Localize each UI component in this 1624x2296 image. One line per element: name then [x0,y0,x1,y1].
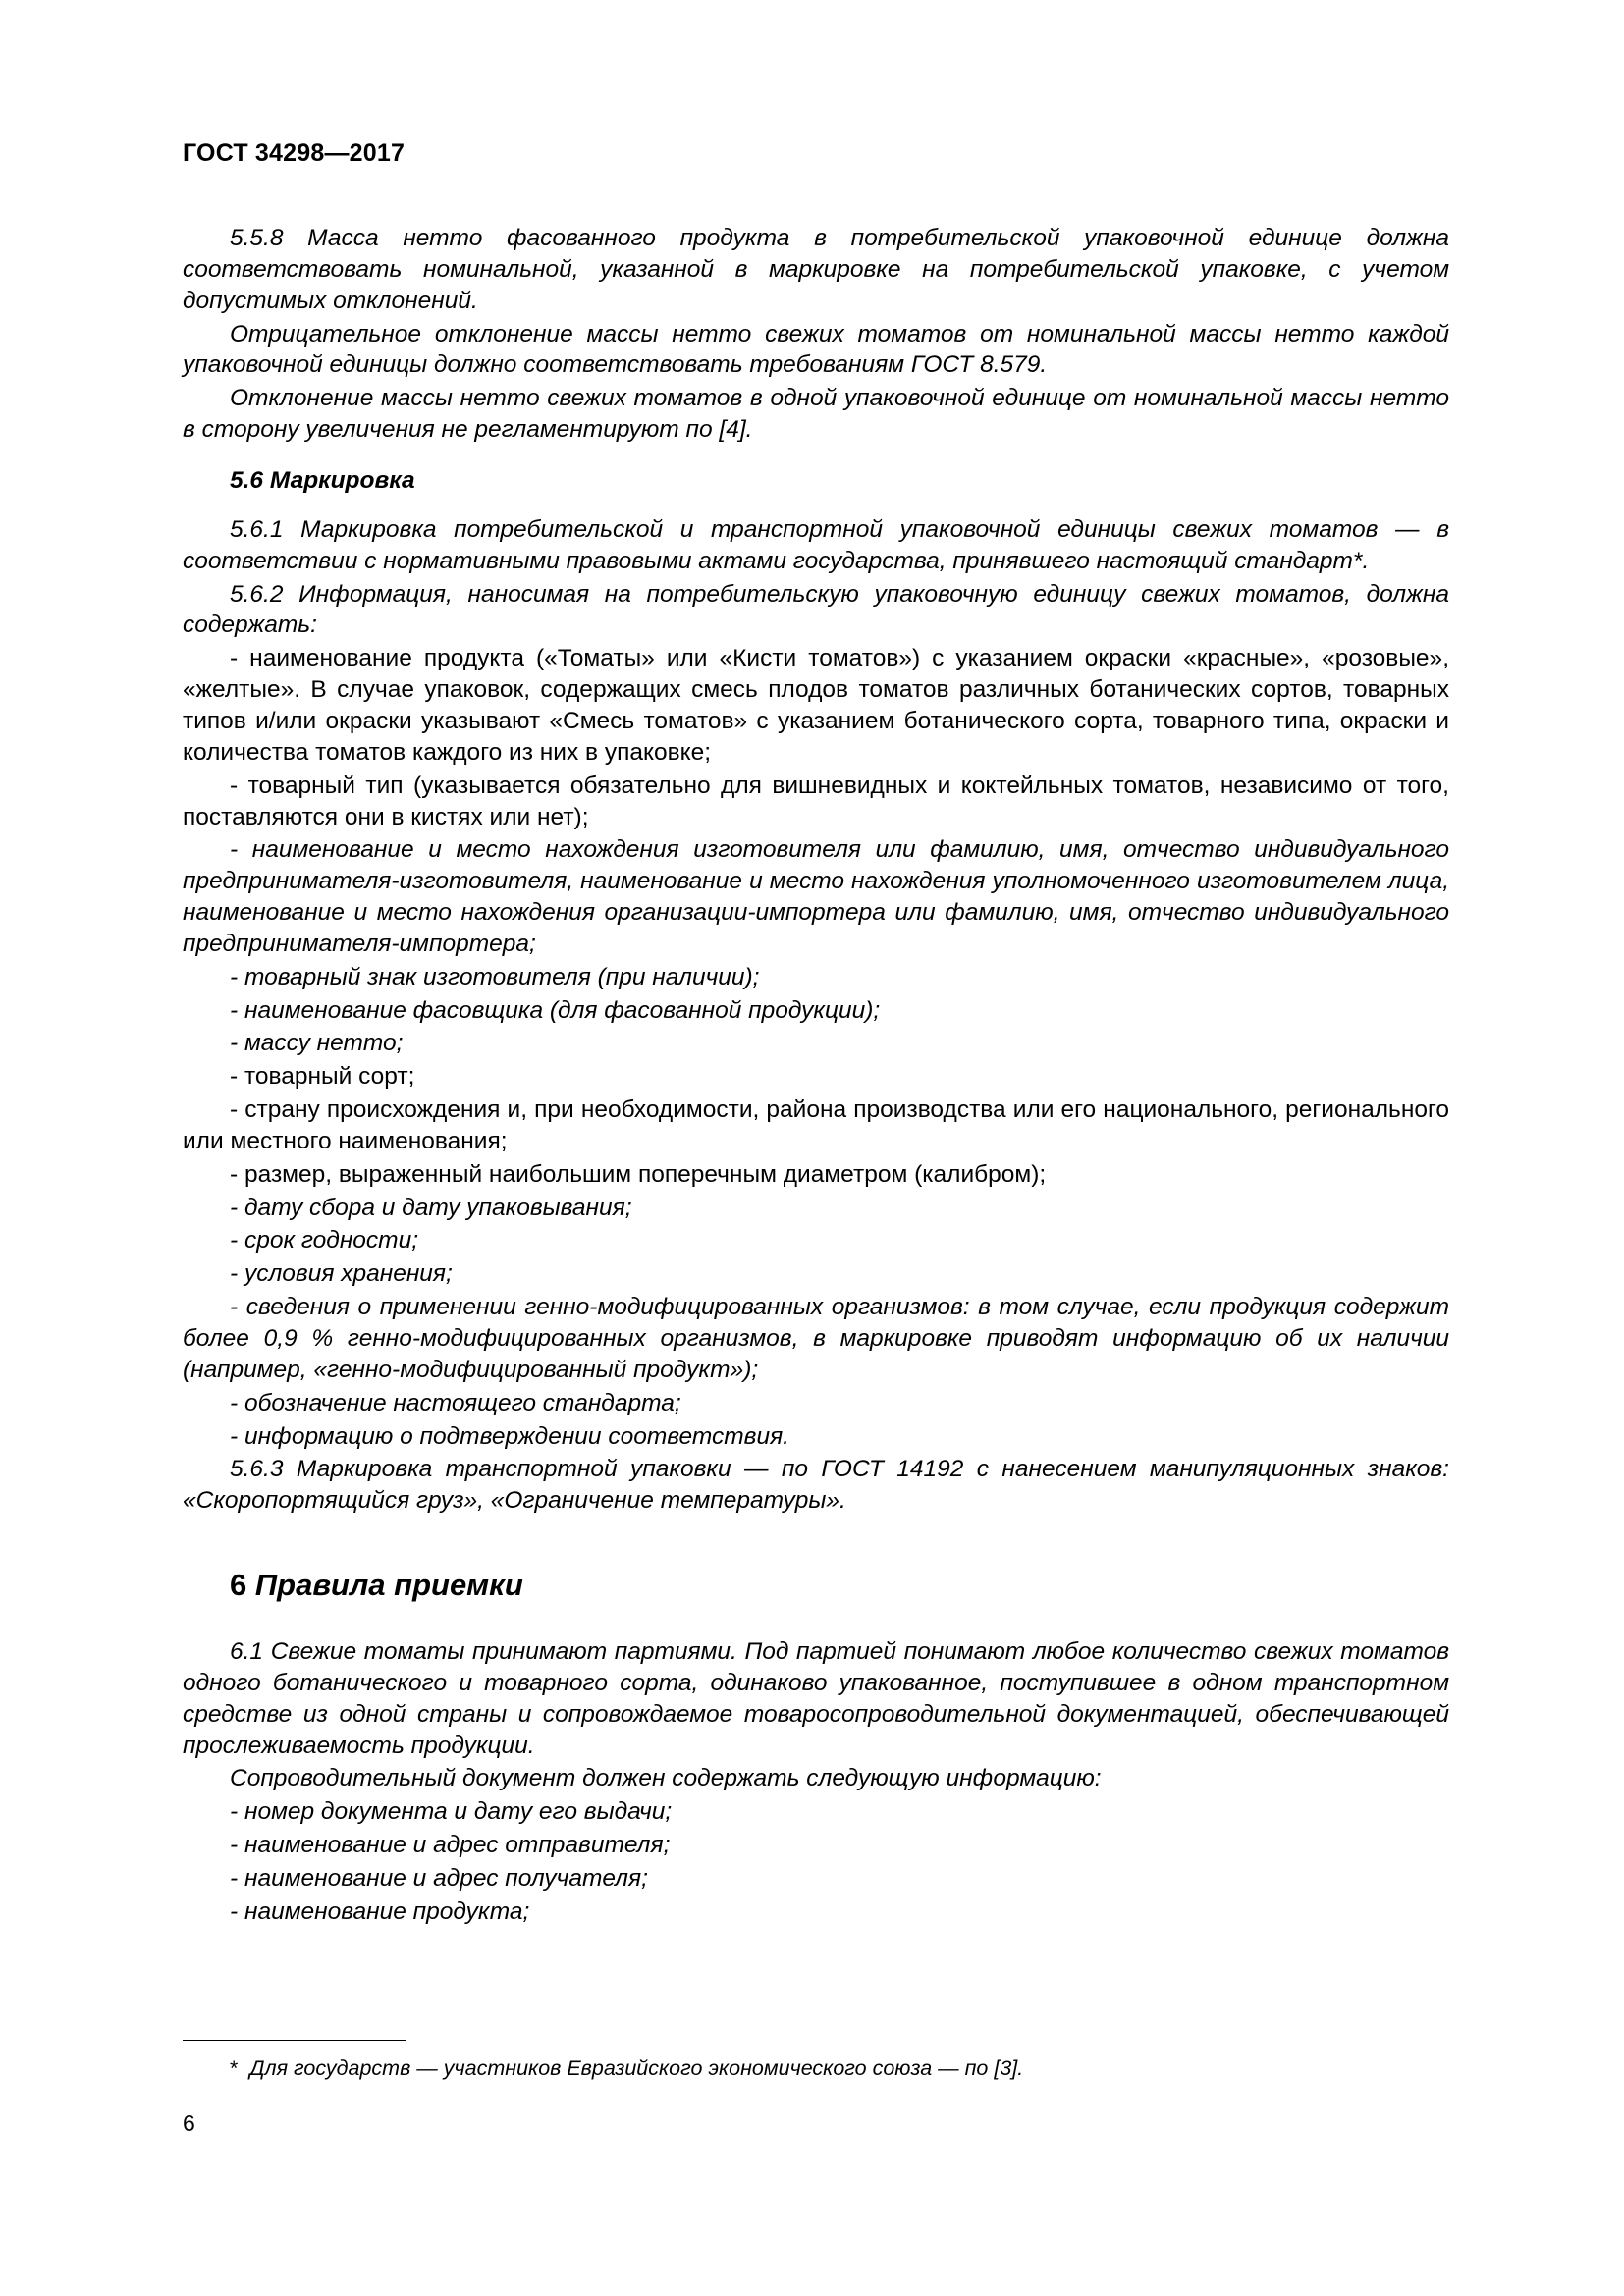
list-item: - условия хранения; [230,1260,453,1288]
section-heading-5-6: 5.6 Маркировка [230,466,415,494]
paragraph-5-5-8-b: Отрицательное отклонение массы нетто свежих томатов от номинальной массы нетто каждой упаковочной единицы должно соответствовать требованиям ГОСТ 8.579. [183,320,1449,379]
paragraph-5-6-2: 5.6.2 Информация, наносимая на потребительскую упаковочную единицу свежих томатов, должна содержать: [183,580,1449,639]
list-item: - дату сбора и дату упаковывания; [230,1194,632,1221]
section-number: 6 [230,1568,255,1603]
list-item: - страну происхождения и, при необходимости, района производства или его национального, регионального или местного наименования; [183,1096,1449,1154]
footnote-text: Для государств — участников Евразийского экономического союза — по [3]. [249,2056,1024,2080]
list-item: - товарный знак изготовителя (при наличии); [230,963,760,990]
list-item: - информацию о подтверждении соответствия. [230,1422,789,1450]
list-item: - массу нетто; [230,1030,404,1057]
list-item: - наименование и адрес получателя; [230,1864,648,1892]
section-heading-6 [183,1568,1449,1603]
list-item: - срок годности; [230,1227,419,1255]
list-item: - сведения о применении генно-модифицированных организмов: в том случае, если продукция содержит более 0,9 % генно-модифицированных организмов, в маркировке приводят информацию об их наличии (например, «генно-модифицированный продукт»); [183,1294,1449,1383]
paragraph-5-5-8-c: Отклонение массы нетто свежих томатов в одной упаковочной единице от номинальной массы нетто в сторону увеличения не регламентируют по [4]. [183,385,1449,444]
list-item: - наименование продукта («Томаты» или «Кисти томатов») с указанием окраски «красные», «розовые», «желтые». В случае упаковок, содержащих смесь плодов томатов различных ботанических сортов, товарных типов и/или окраски указывают «Смесь томатов» с указанием ботанического сорта, товарного типа, окраски и количества томатов каждого из них в упаковке; [183,645,1449,766]
footnote-marker: * [230,2056,239,2080]
page-number: 6 [183,2110,195,2136]
footnote-divider [183,2040,406,2041]
paragraph-5-6-1: 5.6.1 Маркировка потребительской и транспортной упаковочной единицы свежих томатов — в соответствии с нормативными правовыми актами государства, принявшего настоящий стандарт*. [183,515,1449,574]
list-item: - товарный сорт; [230,1063,415,1091]
paragraph-5-5-8: 5.5.8 Масса нетто фасованного продукта в потребительской упаковочной единице должна соответствовать номинальной, указанной в маркировке на потребительской упаковке, с учетом допустимых отклонений. [183,225,1449,314]
list-item: - наименование продукта; [230,1897,530,1925]
list-item: - товарный тип (указывается обязательно для вишневидных и коктейльных томатов, независимо от того, поставляются они в кистях или нет); [183,772,1449,830]
paragraph-6-1: 6.1 Свежие томаты принимают партиями. Под партией понимают любое количество свежих томатов одного ботанического и товарного сорта, одинаково упакованное, поступившее в одном транспортном средстве из одной страны и сопровождаемое товаросопроводительной документацией, обеспечивающей прослеживаемость продукции. [183,1638,1449,1759]
page-content [183,139,1449,1928]
list-item: - наименование и адрес отправителя; [230,1832,671,1859]
section-title: Правила приемки [254,1568,523,1603]
paragraph-5-6-3: 5.6.3 Маркировка транспортной упаковки — по ГОСТ 14192 с нанесением манипуляционных знаков: «Скоропортящийся груз», «Ограничение температуры». [183,1456,1449,1515]
list-item: - обозначение настоящего стандарта; [230,1389,681,1416]
list-item: - номер документа и дату его выдачи; [230,1798,673,1826]
list-item: - наименование фасовщика (для фасованной продукции); [230,996,881,1024]
document-standard-header: ГОСТ 34298—2017 [183,139,406,167]
list-item: - размер, выраженный наибольшим поперечным диаметром (калибром); [230,1160,1047,1188]
footnote [183,2056,1449,2083]
paragraph-6-1-b: Сопроводительный документ должен содержать следующую информацию: [230,1765,1102,1792]
list-item: - наименование и место нахождения изготовителя или фамилию, имя, отчество индивидуального предпринимателя-изготовителя, наименование и место нахождения уполномоченного изготовителем лица, наименование и место нахождения организации-импортера или фамилию, имя, отчество индивидуального предпринимателя-импортера; [183,836,1449,957]
